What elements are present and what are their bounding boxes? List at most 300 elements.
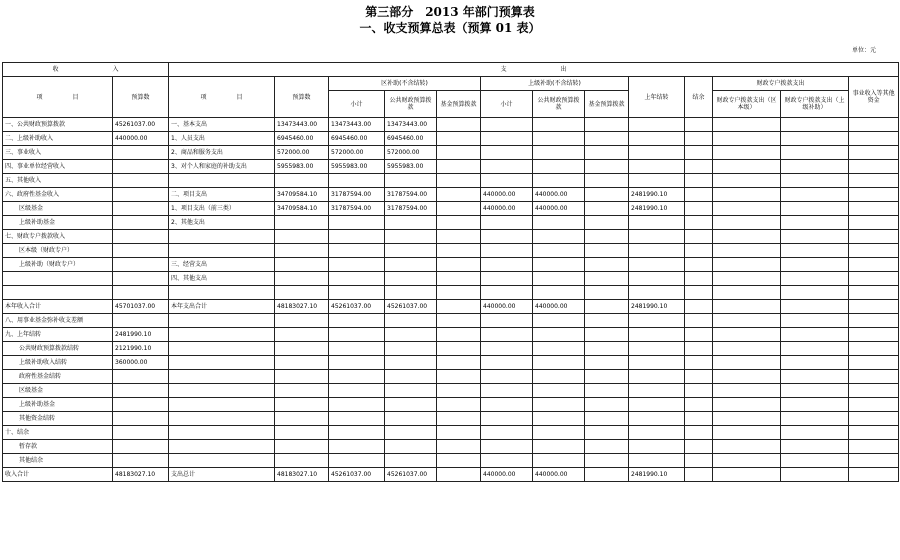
expense-value-cell: [629, 174, 685, 188]
special-group-header: 财政专户拨款支出: [713, 77, 849, 91]
expense-value-cell: [781, 146, 849, 160]
expense-value-cell: [629, 286, 685, 300]
expense-value-cell: [585, 300, 629, 314]
expense-value-cell: [849, 412, 899, 426]
expense-value-cell: [585, 160, 629, 174]
expense-value-cell: [781, 132, 849, 146]
expense-item-cell: 四、其他支出: [169, 272, 275, 286]
income-item-cell: 六、政府性基金收入: [3, 188, 113, 202]
expense-value-cell: 31787594.00: [329, 202, 385, 216]
expense-value-cell: 13473443.00: [329, 118, 385, 132]
expense-value-cell: [849, 188, 899, 202]
expense-value-cell: [685, 342, 713, 356]
expense-value-cell: [629, 314, 685, 328]
expense-value-cell: [849, 300, 899, 314]
expense-value-cell: [275, 370, 329, 384]
expense-value-cell: [481, 314, 533, 328]
expense-value-cell: [481, 454, 533, 468]
expense-value-cell: 440000.00: [481, 188, 533, 202]
expense-value-cell: [629, 342, 685, 356]
expense-value-cell: [849, 370, 899, 384]
expense-value-cell: [275, 454, 329, 468]
expense-value-cell: [385, 314, 437, 328]
expense-value-cell: [329, 174, 385, 188]
table-row: [3, 468, 899, 482]
expense-value-cell: 5955983.00: [275, 160, 329, 174]
expense-value-cell: [781, 468, 849, 482]
expense-value-cell: 5955983.00: [385, 160, 437, 174]
expense-value-cell: 13473443.00: [385, 118, 437, 132]
expense-value-cell: 48183027.10: [275, 468, 329, 482]
expense-value-cell: [713, 412, 781, 426]
expense-value-cell: 6945460.00: [275, 132, 329, 146]
expense-value-cell: [685, 426, 713, 440]
expense-value-cell: [329, 244, 385, 258]
expense-value-cell: [849, 118, 899, 132]
expense-value-cell: [781, 216, 849, 230]
col-upper-carry: 上年结转: [629, 77, 685, 118]
expense-value-cell: [781, 244, 849, 258]
table-row: [3, 174, 899, 188]
expense-value-cell: [713, 230, 781, 244]
expense-item-cell: [169, 230, 275, 244]
income-item-cell: 收入合计: [3, 468, 113, 482]
expense-value-cell: [629, 132, 685, 146]
expense-value-cell: [849, 468, 899, 482]
expense-value-cell: [685, 146, 713, 160]
expense-value-cell: [849, 146, 899, 160]
expense-item-cell: [169, 384, 275, 398]
expense-item-cell: 支出总计: [169, 468, 275, 482]
expense-value-cell: [629, 412, 685, 426]
income-item-cell: 上级补助基金: [3, 398, 113, 412]
expense-value-cell: [713, 202, 781, 216]
col-budget-right: 预算数: [275, 77, 329, 118]
expense-value-cell: [585, 188, 629, 202]
expense-value-cell: [781, 258, 849, 272]
table-row: [3, 342, 899, 356]
income-item-cell: 上级补助（财政专户）: [3, 258, 113, 272]
expense-value-cell: [481, 370, 533, 384]
expense-value-cell: [585, 454, 629, 468]
expense-value-cell: [849, 216, 899, 230]
col-upper-fund: 基金预算拨款: [585, 91, 629, 118]
expense-item-cell: 1、项目支出（前三类）: [169, 202, 275, 216]
expense-value-cell: 45261037.00: [329, 468, 385, 482]
col-budget-left: 预算数: [113, 77, 169, 118]
expense-value-cell: [713, 328, 781, 342]
expense-value-cell: [329, 328, 385, 342]
expense-value-cell: 5955983.00: [329, 160, 385, 174]
expense-value-cell: [533, 454, 585, 468]
expense-value-cell: 572000.00: [385, 146, 437, 160]
expense-item-cell: [169, 412, 275, 426]
expense-value-cell: [713, 174, 781, 188]
expense-item-cell: 2、商品和服务支出: [169, 146, 275, 160]
expense-value-cell: [781, 300, 849, 314]
col-upper-subtotal: 小计: [481, 91, 533, 118]
income-value-cell: [113, 370, 169, 384]
expense-value-cell: [629, 398, 685, 412]
expense-item-cell: 本年支出合计: [169, 300, 275, 314]
income-item-cell: 其他资金结转: [3, 412, 113, 426]
expense-item-cell: [169, 342, 275, 356]
col-item-right: 项 目: [169, 77, 275, 118]
expense-value-cell: [629, 272, 685, 286]
income-item-cell: 区级基金: [3, 384, 113, 398]
expense-item-cell: [169, 244, 275, 258]
expense-value-cell: [585, 468, 629, 482]
income-item-cell: 上级补助收入结转: [3, 356, 113, 370]
header-row-2: [3, 77, 899, 91]
income-item-cell: 七、财政专户拨款收入: [3, 230, 113, 244]
expense-value-cell: [849, 440, 899, 454]
expense-value-cell: 31787594.00: [385, 202, 437, 216]
expense-value-cell: [713, 244, 781, 258]
expense-value-cell: [385, 426, 437, 440]
expense-value-cell: [481, 328, 533, 342]
table-row: [3, 440, 899, 454]
expense-value-cell: [385, 370, 437, 384]
expense-value-cell: 34709584.10: [275, 188, 329, 202]
expense-value-cell: [781, 440, 849, 454]
expense-value-cell: [585, 384, 629, 398]
expense-value-cell: [685, 160, 713, 174]
income-item-cell: [3, 286, 113, 300]
expense-value-cell: [385, 286, 437, 300]
table-row: [3, 216, 899, 230]
expense-value-cell: [533, 370, 585, 384]
expense-value-cell: [849, 258, 899, 272]
income-value-cell: [113, 286, 169, 300]
expense-value-cell: [781, 328, 849, 342]
expense-value-cell: [685, 118, 713, 132]
expense-value-cell: [585, 398, 629, 412]
expense-value-cell: [329, 440, 385, 454]
expense-value-cell: [781, 412, 849, 426]
expense-value-cell: [781, 314, 849, 328]
expense-value-cell: [781, 398, 849, 412]
expense-value-cell: [385, 384, 437, 398]
expense-value-cell: [629, 426, 685, 440]
expense-value-cell: [685, 230, 713, 244]
expense-value-cell: [275, 412, 329, 426]
expense-value-cell: [275, 174, 329, 188]
expense-value-cell: 2481990.10: [629, 300, 685, 314]
expense-value-cell: [437, 300, 481, 314]
expense-value-cell: [685, 398, 713, 412]
expense-value-cell: [533, 384, 585, 398]
expense-value-cell: [585, 258, 629, 272]
expense-value-cell: [437, 426, 481, 440]
income-item-cell: 政府性基金结转: [3, 370, 113, 384]
expense-value-cell: [629, 160, 685, 174]
expense-value-cell: [585, 412, 629, 426]
expense-item-cell: [169, 356, 275, 370]
expense-value-cell: [275, 398, 329, 412]
expense-value-cell: [585, 328, 629, 342]
expense-value-cell: [685, 132, 713, 146]
expense-value-cell: [437, 356, 481, 370]
expense-value-cell: [437, 328, 481, 342]
expense-value-cell: [849, 356, 899, 370]
expense-value-cell: [849, 398, 899, 412]
expense-value-cell: [533, 230, 585, 244]
expense-value-cell: [685, 188, 713, 202]
expense-value-cell: [713, 118, 781, 132]
expense-value-cell: 440000.00: [481, 300, 533, 314]
expense-value-cell: [713, 216, 781, 230]
expense-value-cell: 48183027.10: [275, 300, 329, 314]
expense-value-cell: 440000.00: [533, 202, 585, 216]
expense-value-cell: [713, 160, 781, 174]
table-row: [3, 314, 899, 328]
expense-value-cell: [685, 370, 713, 384]
expense-item-cell: [169, 286, 275, 300]
expense-value-cell: [437, 412, 481, 426]
expense-value-cell: [629, 328, 685, 342]
expense-value-cell: [533, 132, 585, 146]
expense-value-cell: [781, 454, 849, 468]
expense-item-cell: [169, 328, 275, 342]
expense-value-cell: [713, 398, 781, 412]
expense-value-cell: [329, 258, 385, 272]
expense-value-cell: [481, 398, 533, 412]
expense-value-cell: [329, 454, 385, 468]
table-row: [3, 202, 899, 216]
expense-value-cell: [781, 174, 849, 188]
col-business-income: 事业收入等其他资金: [849, 77, 899, 118]
expense-value-cell: [437, 216, 481, 230]
expense-value-cell: [685, 454, 713, 468]
expense-value-cell: 6945460.00: [329, 132, 385, 146]
col-district-fund: 基金预算拨款: [437, 91, 481, 118]
expense-value-cell: [329, 384, 385, 398]
district-group-header: 区补助(不含结转): [329, 77, 481, 91]
expense-value-cell: 440000.00: [533, 300, 585, 314]
expense-value-cell: [437, 384, 481, 398]
expense-value-cell: [329, 426, 385, 440]
expense-value-cell: [685, 174, 713, 188]
expense-value-cell: [849, 272, 899, 286]
income-item-cell: 十、结余: [3, 426, 113, 440]
expense-value-cell: 572000.00: [329, 146, 385, 160]
expense-value-cell: [533, 216, 585, 230]
income-value-cell: [113, 412, 169, 426]
expense-value-cell: [629, 258, 685, 272]
expense-value-cell: [585, 314, 629, 328]
table-row: [3, 370, 899, 384]
income-value-cell: 2481990.10: [113, 328, 169, 342]
expense-value-cell: 440000.00: [533, 468, 585, 482]
income-value-cell: [113, 258, 169, 272]
expense-value-cell: [385, 216, 437, 230]
col-district-public: 公共财政预算拨款: [385, 91, 437, 118]
income-value-cell: [113, 202, 169, 216]
expense-value-cell: [437, 370, 481, 384]
income-value-cell: [113, 146, 169, 160]
expense-value-cell: [275, 314, 329, 328]
budget-table: [2, 62, 899, 482]
expense-value-cell: [275, 342, 329, 356]
expense-value-cell: [437, 258, 481, 272]
expense-value-cell: [329, 216, 385, 230]
expense-value-cell: [329, 370, 385, 384]
expense-value-cell: [481, 356, 533, 370]
expense-value-cell: [585, 244, 629, 258]
expense-value-cell: [481, 412, 533, 426]
expense-value-cell: 45261037.00: [329, 300, 385, 314]
expense-value-cell: [329, 272, 385, 286]
expense-value-cell: 2481990.10: [629, 202, 685, 216]
expense-value-cell: [629, 370, 685, 384]
expense-value-cell: [533, 146, 585, 160]
expense-value-cell: [275, 244, 329, 258]
expense-value-cell: [275, 384, 329, 398]
expense-value-cell: 440000.00: [481, 468, 533, 482]
table-row: [3, 412, 899, 426]
expense-value-cell: [533, 314, 585, 328]
income-value-cell: 45701037.00: [113, 300, 169, 314]
income-value-cell: 440000.00: [113, 132, 169, 146]
expense-value-cell: [629, 454, 685, 468]
income-item-cell: 其他结余: [3, 454, 113, 468]
expense-value-cell: [481, 146, 533, 160]
expense-value-cell: [849, 314, 899, 328]
income-value-cell: 48183027.10: [113, 468, 169, 482]
income-value-cell: [113, 174, 169, 188]
expense-value-cell: [533, 160, 585, 174]
income-value-cell: 45261037.00: [113, 118, 169, 132]
expense-value-cell: [481, 160, 533, 174]
income-value-cell: [113, 454, 169, 468]
expense-value-cell: [533, 328, 585, 342]
expense-value-cell: [849, 426, 899, 440]
expense-value-cell: [385, 342, 437, 356]
expense-value-cell: [629, 230, 685, 244]
expense-value-cell: [329, 412, 385, 426]
income-value-cell: [113, 314, 169, 328]
expense-value-cell: [275, 328, 329, 342]
expense-value-cell: [685, 300, 713, 314]
income-item-cell: [3, 272, 113, 286]
income-value-cell: [113, 440, 169, 454]
expense-value-cell: [329, 342, 385, 356]
expense-value-cell: [275, 258, 329, 272]
expense-value-cell: [685, 440, 713, 454]
expense-value-cell: [585, 440, 629, 454]
expense-value-cell: [685, 412, 713, 426]
expense-value-cell: [385, 454, 437, 468]
expense-value-cell: [781, 384, 849, 398]
expense-value-cell: [849, 286, 899, 300]
income-value-cell: 360000.00: [113, 356, 169, 370]
expense-value-cell: [437, 230, 481, 244]
expense-item-cell: [169, 426, 275, 440]
expense-value-cell: [275, 286, 329, 300]
expense-value-cell: [275, 216, 329, 230]
expense-value-cell: [781, 356, 849, 370]
income-item-cell: 八、用事业基金弥补收支差额: [3, 314, 113, 328]
expense-value-cell: [481, 286, 533, 300]
expense-value-cell: [585, 174, 629, 188]
expense-value-cell: [713, 146, 781, 160]
page-title: 第三部分 2013 年部门预算表: [365, 5, 535, 19]
expense-value-cell: [585, 216, 629, 230]
expense-value-cell: [629, 384, 685, 398]
expense-value-cell: [385, 244, 437, 258]
expense-value-cell: [385, 230, 437, 244]
expense-value-cell: [713, 370, 781, 384]
table-row: [3, 132, 899, 146]
expense-value-cell: [437, 174, 481, 188]
expense-value-cell: [849, 328, 899, 342]
expense-value-cell: 45261037.00: [385, 300, 437, 314]
table-row: [3, 426, 899, 440]
expense-value-cell: [713, 454, 781, 468]
expense-value-cell: [385, 174, 437, 188]
expense-value-cell: [713, 188, 781, 202]
expense-value-cell: [585, 132, 629, 146]
expense-value-cell: [481, 216, 533, 230]
expense-value-cell: 572000.00: [275, 146, 329, 160]
expense-value-cell: [437, 160, 481, 174]
table-row: [3, 384, 899, 398]
expense-value-cell: [585, 230, 629, 244]
expense-value-cell: [849, 174, 899, 188]
expense-value-cell: [437, 188, 481, 202]
expense-value-cell: [275, 426, 329, 440]
expense-value-cell: [481, 342, 533, 356]
expense-value-cell: [781, 230, 849, 244]
income-item-cell: 本年收入合计: [3, 300, 113, 314]
expense-item-cell: 一、基本支出: [169, 118, 275, 132]
income-item-cell: 九、上年结转: [3, 328, 113, 342]
table-row: [3, 230, 899, 244]
expense-item-cell: 3、对个人和家庭的补助支出: [169, 160, 275, 174]
expense-value-cell: [585, 356, 629, 370]
table-row: [3, 118, 899, 132]
expense-value-cell: [685, 244, 713, 258]
expense-value-cell: [533, 118, 585, 132]
expense-value-cell: [713, 384, 781, 398]
expense-value-cell: [385, 328, 437, 342]
income-value-cell: [113, 188, 169, 202]
income-item-cell: 区本级（财政专户）: [3, 244, 113, 258]
expense-value-cell: [685, 272, 713, 286]
expense-value-cell: [849, 384, 899, 398]
expense-value-cell: [533, 398, 585, 412]
expense-value-cell: [685, 314, 713, 328]
expense-value-cell: [585, 202, 629, 216]
expense-value-cell: [629, 356, 685, 370]
expense-value-cell: [585, 286, 629, 300]
expense-header: 支 出: [169, 63, 899, 77]
expense-value-cell: [329, 314, 385, 328]
income-header: 收 入: [3, 63, 169, 77]
expense-item-cell: 二、项目支出: [169, 188, 275, 202]
income-item-cell: 四、事业单位经营收入: [3, 160, 113, 174]
expense-value-cell: [781, 370, 849, 384]
expense-value-cell: [385, 412, 437, 426]
expense-value-cell: [385, 272, 437, 286]
expense-value-cell: [713, 286, 781, 300]
expense-item-cell: [169, 174, 275, 188]
expense-value-cell: [481, 272, 533, 286]
expense-value-cell: [385, 258, 437, 272]
expense-value-cell: [533, 342, 585, 356]
expense-value-cell: [781, 272, 849, 286]
